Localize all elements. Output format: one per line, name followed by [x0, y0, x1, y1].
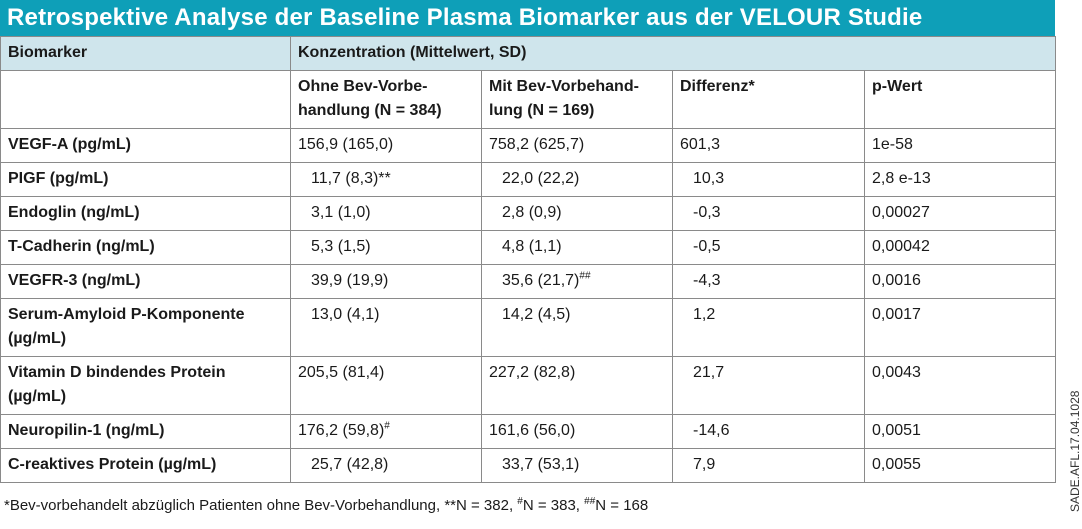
footnote: *Bev-vorbehandelt abzüglich Patienten ohne Bev-Vorbehandlung, **N = 382, #N = 383, ##N = 168 — [4, 496, 649, 514]
cell-with: 35,6 (21,7)## — [482, 265, 673, 299]
title-bar — [0, 0, 1055, 36]
row-label: PIGF (pg/mL) — [1, 163, 291, 197]
cell-without: 25,7 (42,8) — [291, 449, 482, 483]
cell-with: 4,8 (1,1) — [482, 231, 673, 265]
row-label: Serum-Amyloid P-Komponente (µg/mL) — [1, 299, 291, 357]
row-label: VEGFR-3 (ng/mL) — [1, 265, 291, 299]
header-difference: Differenz* — [673, 71, 865, 129]
cell-with: 14,2 (4,5) — [482, 299, 673, 357]
cell-with: 2,8 (0,9) — [482, 197, 673, 231]
document-id: SADE.AFL.17.04.1028 — [1068, 390, 1082, 512]
cell-diff: 7,9 — [673, 449, 865, 483]
cell-diff: -4,3 — [673, 265, 865, 299]
cell-pvalue: 0,0017 — [865, 299, 1056, 357]
cell-with: 33,7 (53,1) — [482, 449, 673, 483]
table-row — [1, 231, 1056, 265]
row-label: T-Cadherin (ng/mL) — [1, 231, 291, 265]
cell-pvalue: 0,0055 — [865, 449, 1056, 483]
cell-pvalue: 2,8 e-13 — [865, 163, 1056, 197]
row-label: VEGF-A (pg/mL) — [1, 129, 291, 163]
cell-diff: 601,3 — [673, 129, 865, 163]
cell-pvalue: 0,0051 — [865, 415, 1056, 449]
row-label: C-reaktives Protein (µg/mL) — [1, 449, 291, 483]
row-label: Endoglin (ng/mL) — [1, 197, 291, 231]
header-pvalue: p-Wert — [865, 71, 1056, 129]
cell-with: 161,6 (56,0) — [482, 415, 673, 449]
table-row — [1, 265, 1056, 299]
header-without-bev: Ohne Bev-Vorbe- handlung (N = 384) — [291, 71, 482, 129]
row-label: Vitamin D bindendes Protein (µg/mL) — [1, 357, 291, 415]
cell-without: 13,0 (4,1) — [291, 299, 482, 357]
cell-without: 5,3 (1,5) — [291, 231, 482, 265]
cell-diff: 1,2 — [673, 299, 865, 357]
cell-diff: -0,3 — [673, 197, 865, 231]
footnote-marker: ## — [579, 270, 591, 282]
cell-without: 3,1 (1,0) — [291, 197, 482, 231]
cell-pvalue: 0,0016 — [865, 265, 1056, 299]
table-row — [1, 299, 1056, 357]
row-label: Neuropilin-1 (ng/mL) — [1, 415, 291, 449]
cell-pvalue: 0,00027 — [865, 197, 1056, 231]
header-with-bev: Mit Bev-Vorbehand- lung (N = 169) — [482, 71, 673, 129]
table-title: Retrospektive Analyse der Baseline Plasma Biomarker aus der VELOUR Studie — [7, 4, 923, 31]
cell-without: 205,5 (81,4) — [291, 357, 482, 415]
cell-with: 758,2 (625,7) — [482, 129, 673, 163]
footnote-marker: # — [384, 420, 390, 432]
cell-with: 227,2 (82,8) — [482, 357, 673, 415]
table-row — [1, 415, 1056, 449]
subheader-row — [1, 71, 1056, 129]
header-biomarker: Biomarker — [1, 37, 291, 71]
cell-without: 39,9 (19,9) — [291, 265, 482, 299]
subheader-empty — [1, 71, 291, 129]
cell-without: 11,7 (8,3)** — [291, 163, 482, 197]
header-concentration: Konzentration (Mittelwert, SD) — [291, 37, 1056, 71]
cell-diff: 21,7 — [673, 357, 865, 415]
header-row — [1, 37, 1056, 71]
cell-diff: -0,5 — [673, 231, 865, 265]
table-row — [1, 449, 1056, 483]
cell-without: 176,2 (59,8)# — [291, 415, 482, 449]
cell-without: 156,9 (165,0) — [291, 129, 482, 163]
cell-pvalue: 0,0043 — [865, 357, 1056, 415]
cell-diff: 10,3 — [673, 163, 865, 197]
biomarker-table — [0, 36, 1056, 483]
cell-with: 22,0 (22,2) — [482, 163, 673, 197]
table-row — [1, 357, 1056, 415]
cell-pvalue: 0,00042 — [865, 231, 1056, 265]
footnote-marker: ## — [584, 496, 596, 507]
table-row — [1, 163, 1056, 197]
cell-diff: -14,6 — [673, 415, 865, 449]
footnote-marker: # — [517, 496, 523, 507]
table-row — [1, 197, 1056, 231]
table-row — [1, 129, 1056, 163]
cell-pvalue: 1e-58 — [865, 129, 1056, 163]
